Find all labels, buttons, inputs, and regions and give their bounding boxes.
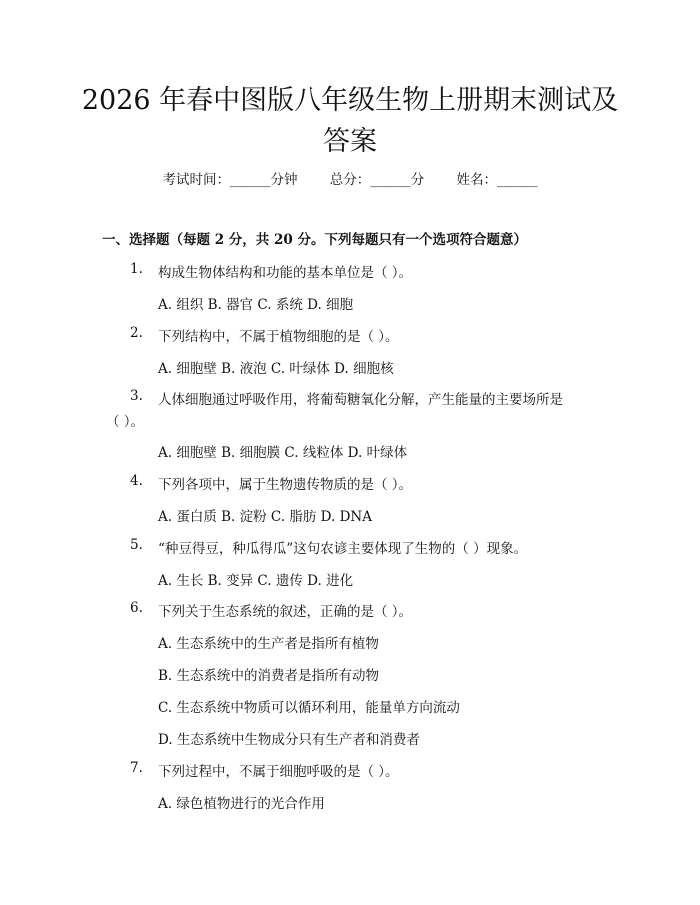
question-number: 1. [130, 261, 143, 277]
question-6-option-c: C. 生态系统中物质可以循环利用，能量单方向流动 [158, 700, 460, 716]
question-text: “种豆得豆，种瓜得瓜”这句农谚主要体现了生物的（ ）现象。 [158, 541, 528, 557]
question-6-option-b: B. 生态系统中的消费者是指所有动物 [158, 668, 380, 684]
total-score: 总分：______分 [329, 172, 425, 188]
question-text: 下列过程中，不属于细胞呼吸的是（ ）。 [158, 764, 399, 780]
question-number: 7. [130, 760, 143, 776]
question-text: 构成生物体结构和功能的基本单位是（ ）。 [158, 265, 413, 281]
question-6-option-a: A. 生态系统中的生产者是指所有植物 [158, 636, 379, 652]
question-text: 下列关于生态系统的叙述，正确的是（ ）。 [158, 604, 413, 620]
question-4-options: A. 蛋白质 B. 淀粉 C. 脂肪 D. DNA [158, 509, 372, 525]
exam-meta [0, 168, 700, 188]
question-6-option-d: D. 生态系统中生物成分只有生产者和消费者 [158, 732, 420, 748]
question-3-continuation: （ ）。 [106, 414, 145, 430]
question-5-options: A. 生长 B. 变异 C. 遗传 D. 进化 [158, 573, 354, 589]
question-7-option-a: A. 绿色植物进行的光合作用 [158, 796, 325, 812]
question-text: 人体细胞通过呼吸作用，将葡萄糖氧化分解，产生能量的主要场所是 [158, 392, 563, 408]
question-number: 6. [130, 600, 143, 616]
question-3-options: A. 细胞壁 B. 细胞膜 C. 线粒体 D. 叶绿体 [158, 445, 408, 461]
section-heading: 一、选择题（每题 2 分，共 20 分。下列每题只有一个选项符合题意） [102, 232, 527, 248]
question-number: 3. [130, 388, 143, 404]
question-number: 4. [130, 473, 143, 489]
question-1-options: A. 组织 B. 器官 C. 系统 D. 细胞 [158, 297, 354, 313]
title-line-1: 2026 年春中图版八年级生物上册期末测试及 [81, 85, 619, 116]
question-number: 5. [130, 537, 143, 553]
page-title [0, 80, 700, 162]
question-2-options: A. 细胞壁 B. 液泡 C. 叶绿体 D. 细胞核 [158, 361, 394, 377]
title-line-2: 答案 [323, 126, 377, 157]
question-number: 2. [130, 325, 143, 341]
student-name: 姓名：______ [456, 172, 538, 188]
exam-time: 考试时间：______分钟 [162, 172, 298, 188]
question-text: 下列结构中，不属于植物细胞的是（ ）。 [158, 329, 399, 345]
question-text: 下列各项中，属于生物遗传物质的是（ ）。 [158, 477, 413, 493]
